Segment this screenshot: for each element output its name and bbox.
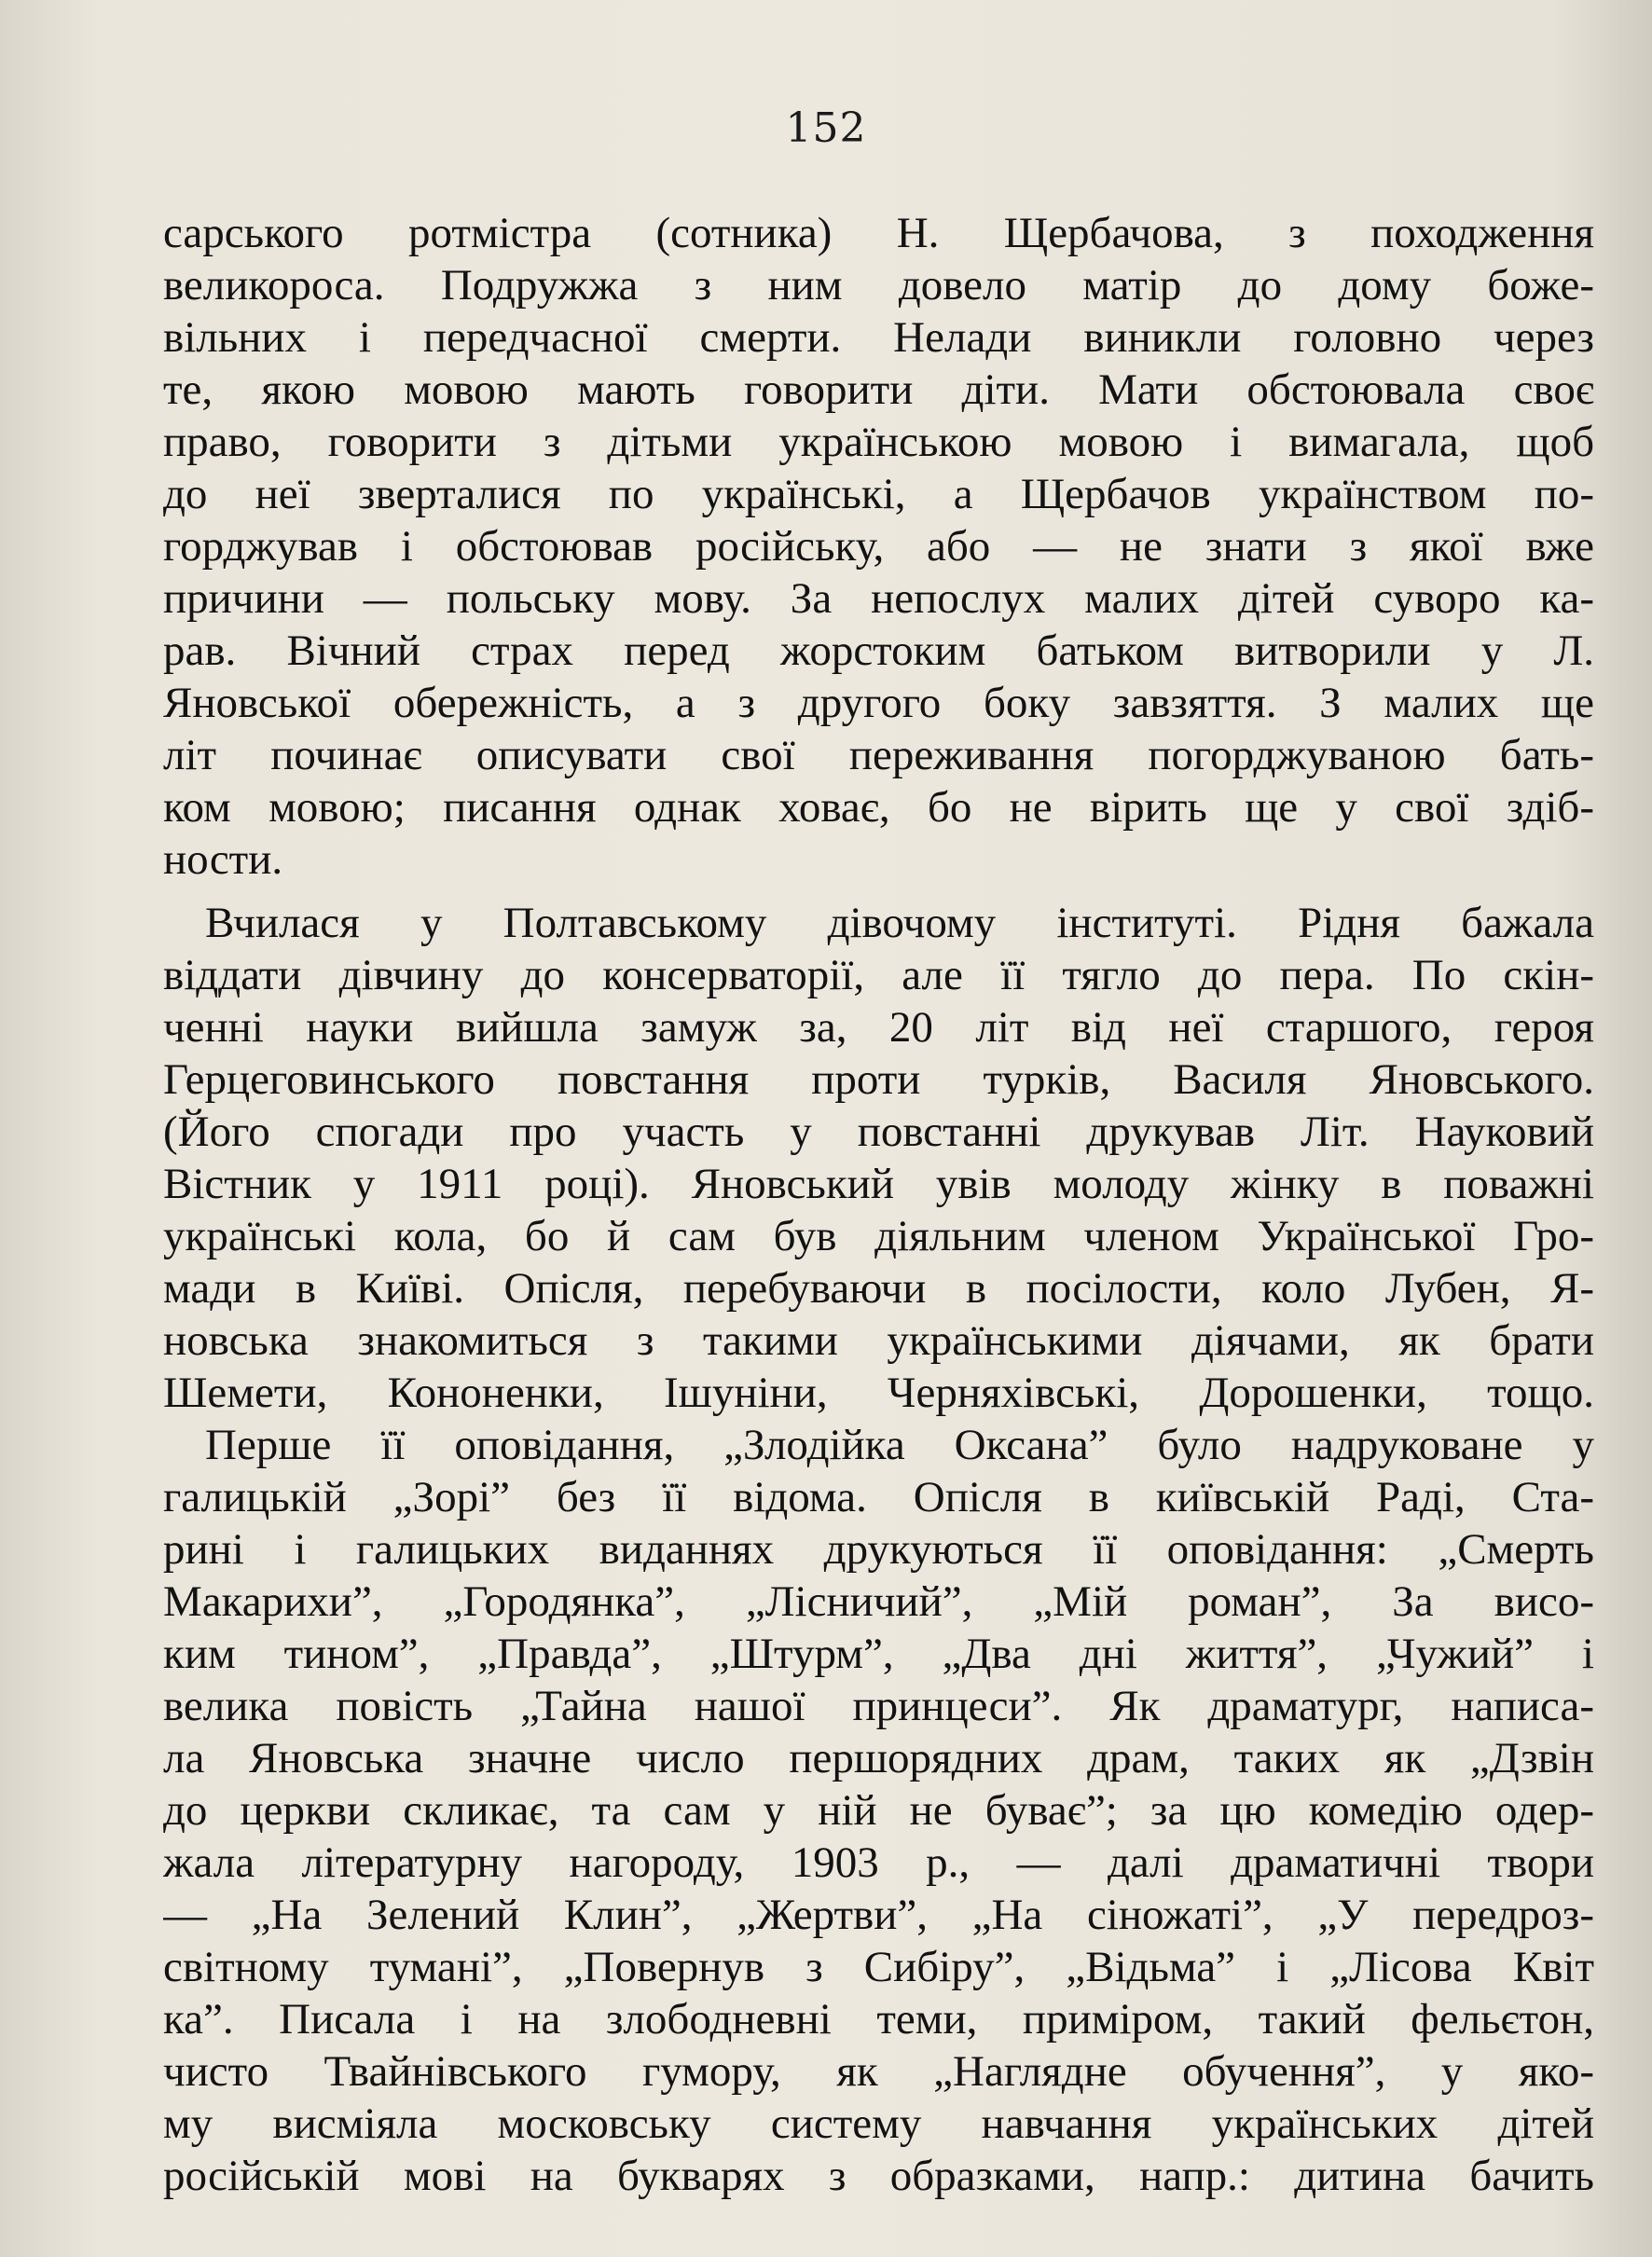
text-line: Герцеговинського повстання проти турків, Василя Яновського. — [163, 1055, 1594, 1104]
text-line: велика повість „Тайна нашої принцеси”. Як драматург, написа- — [163, 1682, 1594, 1730]
text-line: мади в Київі. Опісля, перебуваючи в посілости, коло Лубен, Я- — [163, 1264, 1594, 1313]
text-line: чисто Твайнівського гумору, як „Наглядне обучення”, у яко- — [163, 2047, 1594, 2096]
text-line: сарського ротмістра (сотника) Н. Щербачова, з походження — [163, 209, 1594, 257]
text-line: вільних і передчасної смерти. Нелади виникли головно через — [163, 313, 1594, 362]
text-line: ким тином”, „Правда”, „Штурм”, „Два дні життя”, „Чужий” і — [163, 1630, 1594, 1678]
text-line: Яновської обережність, а з другого боку завзяття. З малих ще — [163, 679, 1594, 727]
text-line: Шемети, Кононенки, Ішуніни, Черняхівські, Дорошенки, тощо. — [163, 1369, 1594, 1417]
text-line: галицькій „Зорі” без її відома. Опісля в київській Раді, Ста- — [163, 1473, 1594, 1521]
text-line: Макарихи”, „Городянка”, „Лісничий”, „Мій роман”, За висо- — [163, 1577, 1594, 1626]
text-line: українські кола, бо й сам був діяльним членом Української Гро- — [163, 1212, 1594, 1260]
body-text — [163, 207, 1594, 2202]
paragraph-1 — [163, 207, 1594, 886]
page-number: 152 — [785, 104, 867, 152]
text-line: віддати дівчину до консерваторії, але її тягло до пера. По скін- — [163, 951, 1594, 999]
text-line: те, якою мовою мають говорити діти. Мати обстоювала своє — [163, 365, 1594, 414]
text-line: ности. — [163, 835, 283, 884]
text-line: Вчилася у Полтавському дівочому інституті. Рідня бажала — [205, 899, 1594, 947]
text-line: горджував і обстоював російську, або — не знати з якої вже — [163, 522, 1594, 571]
text-line: ком мовою; писання однак ховає, бо не вірить ще у свої здіб- — [163, 783, 1594, 832]
text-line: ка”. Писала і на злободневні теми, приміром, такий фельєтон, — [163, 1995, 1594, 2044]
text-line: Перше її оповідання, „Злодійка Оксана” було надруковане у — [205, 1421, 1594, 1469]
text-line: рині і галицьких виданнях друкуються її оповідання: „Смерть — [163, 1525, 1594, 1574]
paragraph-3 — [163, 1419, 1594, 2202]
text-line: право, говорити з дітьми українською мовою і вимагала, щоб — [163, 418, 1594, 466]
text-line: жала літературну нагороду, 1903 р., — далі драматичні твори — [163, 1838, 1594, 1887]
text-line: рав. Вічний страх перед жорстоким батьком витворили у Л. — [163, 626, 1594, 675]
text-line: причини — польську мову. За непослух малих дітей суворо ка- — [163, 574, 1594, 623]
text-line: — „На Зелений Клин”, „Жертви”, „На сіножаті”, „У передроз- — [163, 1891, 1594, 1939]
text-line: новська знакомиться з такими українськими діячами, як брати — [163, 1316, 1594, 1365]
paragraph-2 — [163, 897, 1594, 1419]
text-line: світному тумані”, „Повернув з Сибіру”, „Відьма” і „Лісова Квіт — [163, 1943, 1594, 1991]
text-line: ла Яновська значне число першорядних драм, таких як „Дзвін — [163, 1734, 1594, 1782]
text-line: до неї зверталися по українські, а Щербачов українством по- — [163, 470, 1594, 518]
text-line: му висміяла московську систему навчання українських дітей — [163, 2099, 1594, 2148]
text-line: до церкви скликає, та сам у ній не буває”; за цю комедію одер- — [163, 1786, 1594, 1835]
text-line: російській мові на букварях з образками, напр.: дитина бачить — [163, 2152, 1594, 2200]
text-line: великороса. Подружжа з ним довело матір до дому боже- — [163, 261, 1594, 310]
text-line: Вістник у 1911 році). Яновський увів молоду жінку в поважні — [163, 1160, 1594, 1208]
text-line: ченні науки вийшла замуж за, 20 літ від неї старшого, героя — [163, 1003, 1594, 1052]
text-line: літ починає описувати свої переживання погорджуваною бать- — [163, 731, 1594, 779]
text-line: (Його спогади про участь у повстанні друкував Літ. Науковий — [163, 1108, 1594, 1156]
